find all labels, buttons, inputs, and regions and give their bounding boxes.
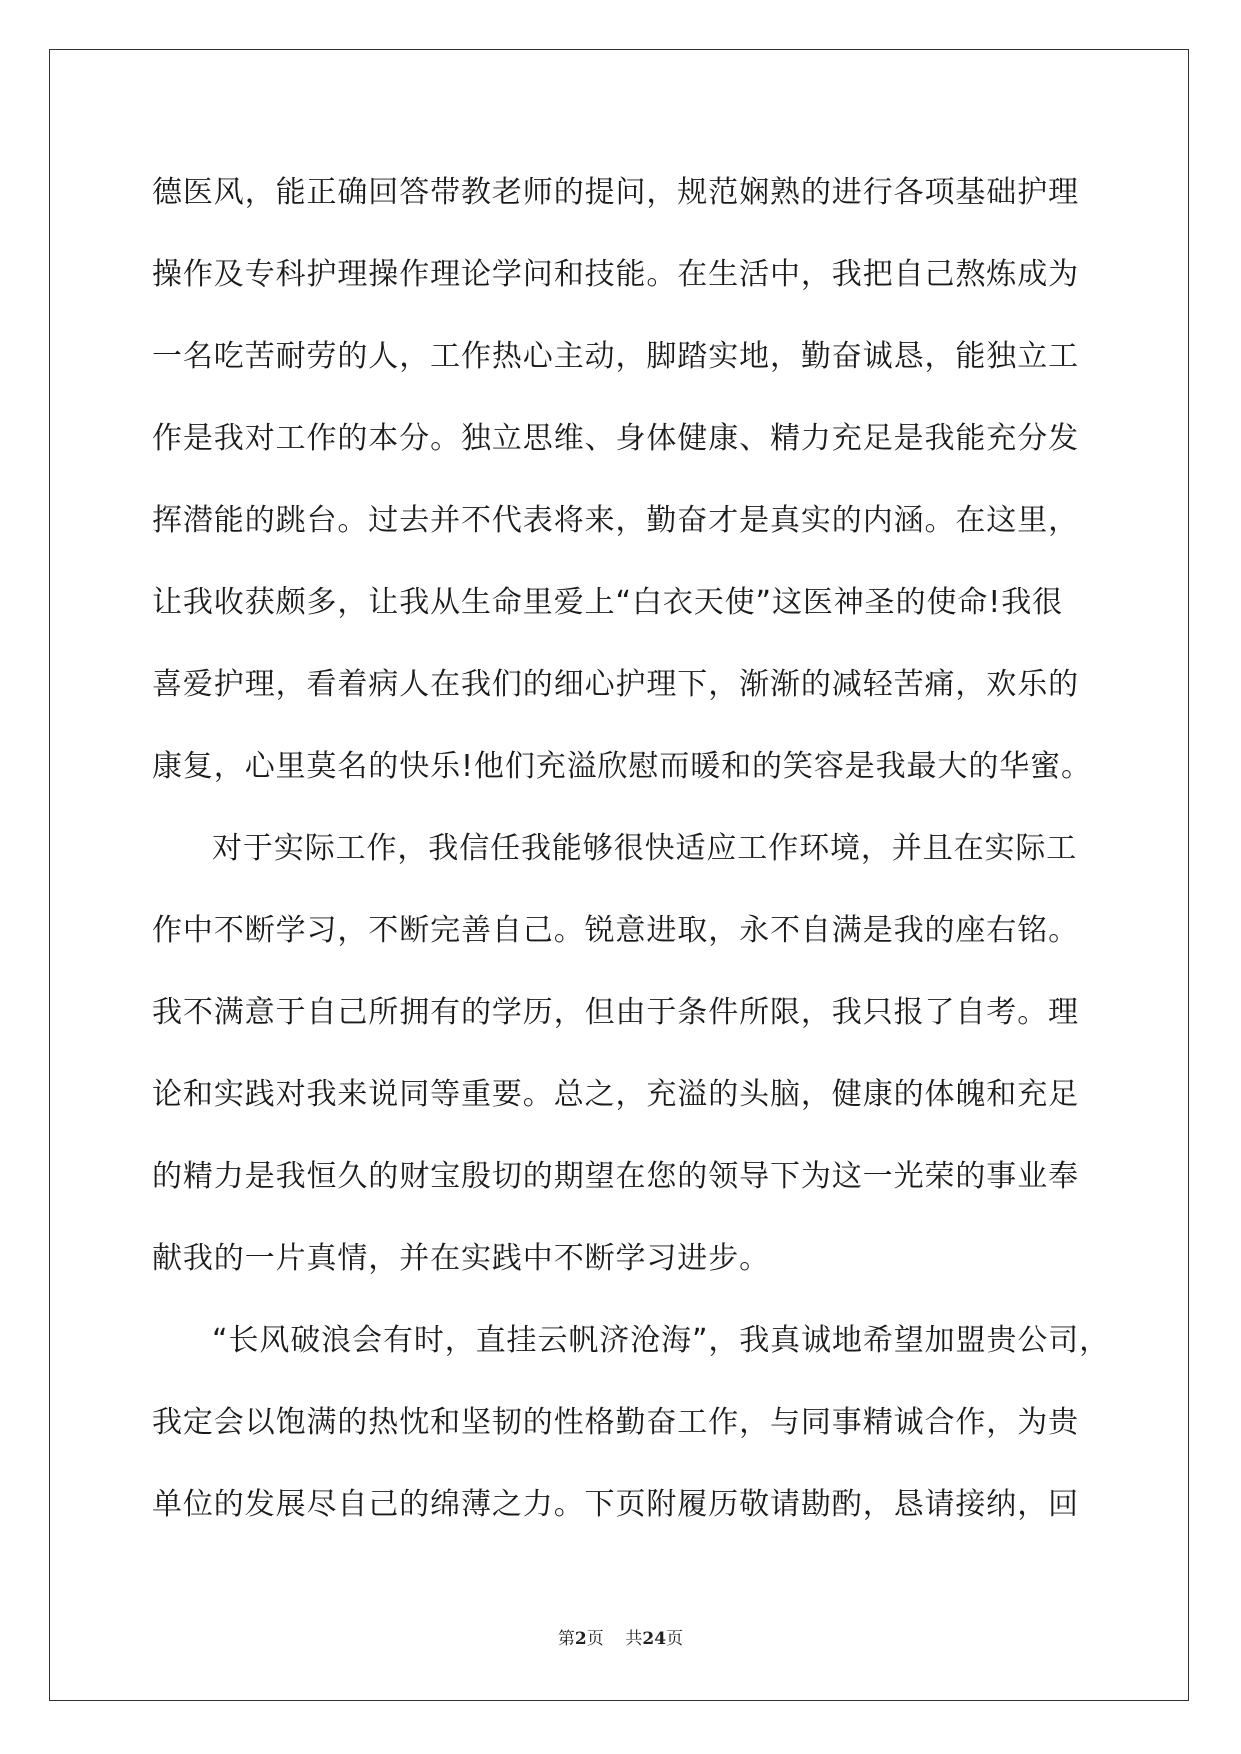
text-line-10: 作中不断学习，不断完善自己。锐意进取，永不自满是我的座右铭。 — [152, 913, 1079, 948]
text-line-3: 一名吃苦耐劳的人，工作热心主动，脚踏实地，勤奋诚恳，能独立工 — [152, 339, 1079, 374]
text-line-1: 德医风，能正确回答带教老师的提问，规范娴熟的进行各项基础护理 — [152, 175, 1079, 210]
document-body — [152, 152, 1111, 1546]
text-line-9: 对于实际工作，我信任我能够很快适应工作环境，并且在实际工 — [212, 831, 1078, 866]
text-line-4: 作是我对工作的本分。独立思维、身体健康、精力充足是我能充分发 — [152, 421, 1079, 456]
text-line-14: 献我的一片真情，并在实践中不断学习进步。 — [152, 1241, 770, 1276]
text-line-2: 操作及专科护理操作理论学问和技能。在生活中，我把自己熬炼成为 — [152, 257, 1079, 292]
footer-total-suffix: 页 — [666, 1629, 684, 1649]
text-line-12: 论和实践对我来说同等重要。总之，充溢的头脑，健康的体魄和充足 — [152, 1077, 1079, 1112]
text-line-5: 挥潜能的跳台。过去并不代表将来，勤奋才是真实的内涵。在这里， — [152, 503, 1079, 538]
page-footer — [0, 1624, 1241, 1649]
footer-page-suffix: 页 — [586, 1629, 604, 1649]
text-line-13: 的精力是我恒久的财宝殷切的期望在您的领导下为这一光荣的事业奉 — [152, 1159, 1079, 1194]
text-line-16: 我定会以饱满的热忱和坚韧的性格勤奋工作，与同事精诚合作，为贵 — [152, 1405, 1079, 1440]
text-line-6: 让我收获颇多，让我从生命里爱上“白衣天使”这医神圣的使命!我很 — [152, 585, 1064, 620]
text-line-15: “长风破浪会有时，直挂云帆济沧海”，我真诚地希望加盟贵公司， — [212, 1323, 1111, 1358]
text-line-7: 喜爱护理，看着病人在我们的细心护理下，渐渐的减轻苦痛，欢乐的 — [152, 667, 1079, 702]
text-line-11: 我不满意于自己所拥有的学历，但由于条件所限，我只报了自考。理 — [152, 995, 1079, 1030]
text-line-17: 单位的发展尽自己的绵薄之力。下页附履历敬请勘酌，恳请接纳，回 — [152, 1487, 1079, 1522]
footer-total-pages: 24 — [642, 1629, 667, 1649]
footer-prefix: 第 — [557, 1629, 575, 1649]
footer-total-prefix: 共 — [625, 1629, 643, 1649]
footer-page-number: 2 — [574, 1629, 587, 1649]
text-line-8: 康复，心里莫名的快乐!他们充溢欣慰而暖和的笑容是我最大的华蜜。 — [152, 749, 1092, 784]
